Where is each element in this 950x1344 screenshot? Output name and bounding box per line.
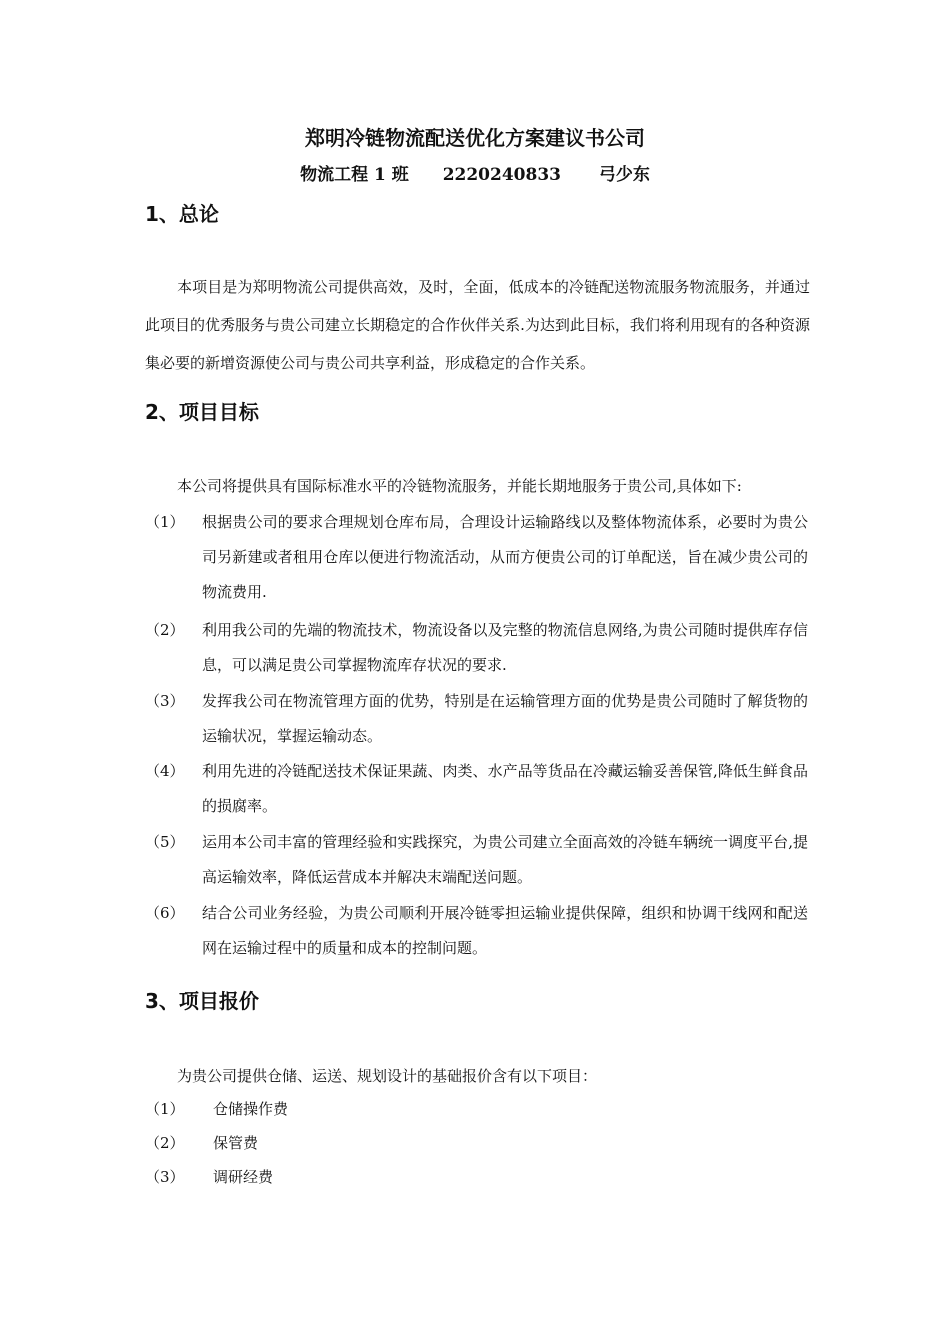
section-heading-overview: 1、总论 <box>145 202 219 226</box>
student-id: 2220240833 <box>442 165 561 185</box>
list-item <box>145 1092 288 1126</box>
class-name: 物流工程 1 班 <box>300 165 409 185</box>
list-item-text: 结合公司业务经验，为贵公司顺利开展冷链零担运输业提供保障，组织和协调干线网和配送网在运输过程中的质量和成本的控制问题。 <box>202 904 808 957</box>
quotation-intro-text: 为贵公司提供仓储、运送、规划设计的基础报价含有以下项目： <box>177 1067 598 1085</box>
list-item-text: 仓储操作费 <box>213 1100 289 1118</box>
list-item-text: 保管费 <box>213 1134 259 1152</box>
overview-paragraph <box>145 268 810 382</box>
list-item-number: （3） <box>145 692 185 710</box>
list-item-number: （6） <box>145 904 185 922</box>
document-title: 郑明冷链物流配送优化方案建议书公司 <box>305 126 645 150</box>
goals-intro <box>145 467 810 505</box>
list-item-text: 利用我公司的先端的物流技术，物流设备以及完整的物流信息网络,为贵公司随时提供库存信息，可以满足贵公司掌握物流库存状况的要求. <box>202 621 808 674</box>
quotation-intro <box>145 1057 810 1095</box>
list-item-text: 调研经费 <box>213 1168 274 1186</box>
section-heading-quotation: 3、项目报价 <box>145 989 259 1013</box>
list-item-number: （3） <box>145 1168 185 1186</box>
goals-intro-text: 本公司将提供具有国际标准水平的冷链物流服务，并能长期地服务于贵公司,具体如下: <box>177 477 742 495</box>
author-name: 弓少东 <box>598 165 650 185</box>
list-item-number: （1） <box>145 513 185 531</box>
list-item-text: 运用本公司丰富的管理经验和实践探究，为贵公司建立全面高效的冷链车辆统一调度平台,提高运输效率，降低运营成本并解决末端配送问题。 <box>202 833 808 886</box>
overview-paragraph-text: 本项目是为郑明物流公司提供高效，及时，全面，低成本的冷链配送物流服务物流服务，并通过此项目的优秀服务与贵公司建立长期稳定的合作伙伴关系.为达到此目标，我们将利用现有的各种资源集必要的新增资源使公司与贵公司共享利益，形成稳定的合作关系。 <box>145 278 810 372</box>
list-item-number: （2） <box>145 1134 185 1152</box>
section-heading-goals: 2、项目目标 <box>145 400 259 424</box>
list-item-number: （1） <box>145 1100 185 1118</box>
list-item-number: （4） <box>145 762 185 780</box>
list-item-text: 利用先进的冷链配送技术保证果蔬、肉类、水产品等货品在冷藏运输妥善保管,降低生鲜食品的损腐率。 <box>202 762 808 815</box>
document-subtitle <box>0 160 950 185</box>
list-item <box>145 1126 258 1160</box>
list-item <box>145 1160 273 1194</box>
list-item-text: 发挥我公司在物流管理方面的优势，特别是在运输管理方面的优势是贵公司随时了解货物的运输状况，掌握运输动态。 <box>202 692 808 745</box>
list-item-number: （2） <box>145 621 185 639</box>
list-item-number: （5） <box>145 833 185 851</box>
list-item-text: 根据贵公司的要求合理规划仓库布局，合理设计运输路线以及整体物流体系，必要时为贵公司另新建或者租用仓库以便进行物流活动，从而方便贵公司的订单配送，旨在减少贵公司的物流费用. <box>202 513 808 601</box>
